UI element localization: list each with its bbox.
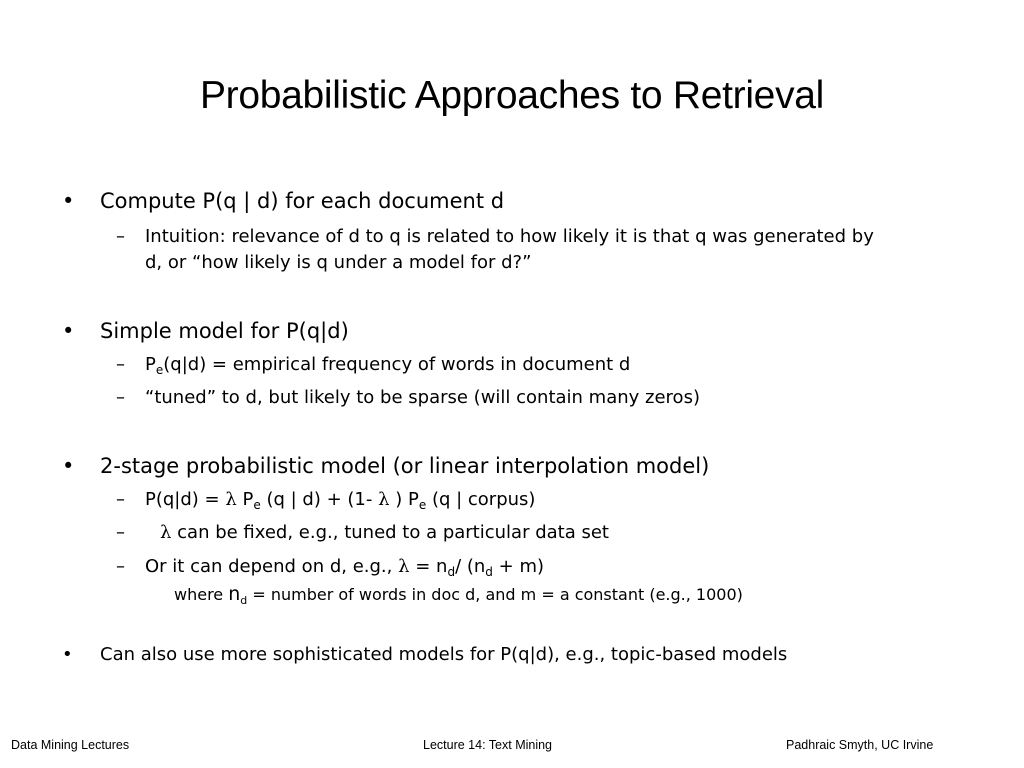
note-part: where <box>174 585 229 604</box>
dash-marker: – <box>116 226 125 247</box>
dash-marker: – <box>116 489 125 510</box>
subscript-e: e <box>418 498 427 512</box>
n-symbol: n <box>228 583 241 605</box>
subscript-d: d <box>485 565 493 579</box>
subscript-e: e <box>253 498 261 512</box>
bullet-marker: • <box>62 319 75 343</box>
footer-center: Lecture 14: Text Mining <box>423 738 553 752</box>
footer-right: Padhraic Smyth, UC Irvine <box>786 738 934 752</box>
bullet-2-sub-2: “tuned” to d, but likely to be sparse (will contain many zeros) <box>145 387 700 408</box>
subscript-d: d <box>447 565 456 579</box>
note-part: = number of words in doc d, and m = a constant (e.g., 1000) <box>247 585 743 604</box>
dash-marker: – <box>116 354 125 375</box>
formula-part: Or it can depend on d, e.g., <box>145 556 399 577</box>
lambda-symbol: λ <box>160 522 172 543</box>
bullet-2-sub-1 <box>145 353 630 378</box>
bullet-3-sub-3 <box>145 555 544 580</box>
bullet-3-sub-1 <box>145 488 535 513</box>
bullet-2-text: Simple model for P(q|d) <box>100 319 349 343</box>
formula-part: = n <box>409 556 448 577</box>
bullet-3-sub-2 <box>160 521 609 545</box>
formula-part: ) P <box>389 489 419 510</box>
footer-left: Data Mining Lectures <box>11 738 130 752</box>
formula-part: + m) <box>492 556 545 577</box>
bullet-marker: • <box>62 644 73 665</box>
formula-part: P(q|d) = <box>145 489 226 510</box>
lambda-symbol: λ <box>398 556 410 577</box>
formula-part: (q | d) + (1- <box>260 489 379 510</box>
lambda-symbol: λ <box>225 489 237 510</box>
bullet-1-sub-1-line-1: Intuition: relevance of d to q is related to how likely it is that q was generated by <box>145 226 874 247</box>
bullet-4-text: Can also use more sophisticated models for P(q|d), e.g., topic-based models <box>100 644 788 665</box>
bullet-marker: • <box>62 189 75 213</box>
lambda-symbol: λ <box>378 489 390 510</box>
subscript-e: e <box>155 363 164 377</box>
slide-title: Probabilistic Approaches to Retrieval <box>199 74 825 117</box>
bullet-1-text: Compute P(q | d) for each document d <box>100 189 505 213</box>
bullet-3-sub-2-text: can be fixed, e.g., tuned to a particular data set <box>171 522 609 543</box>
bullet-1-sub-1-line-2: d, or “how likely is q under a model for d?” <box>145 252 532 273</box>
bullet-3-note <box>174 583 743 608</box>
bullet-3-text: 2-stage probabilistic model (or linear interpolation model) <box>100 454 710 478</box>
bullet-marker: • <box>62 454 75 478</box>
dash-marker: – <box>116 556 125 577</box>
formula-part: (q | corpus) <box>426 489 536 510</box>
dash-marker: – <box>116 522 125 543</box>
bullet-2-sub-1-rest: (q|d) = empirical frequency of words in document d <box>163 354 631 375</box>
formula-part: P <box>236 489 254 510</box>
formula-part: / (n <box>455 556 486 577</box>
p-symbol: P <box>145 354 156 375</box>
subscript-d: d <box>240 594 248 607</box>
dash-marker: – <box>116 387 125 408</box>
